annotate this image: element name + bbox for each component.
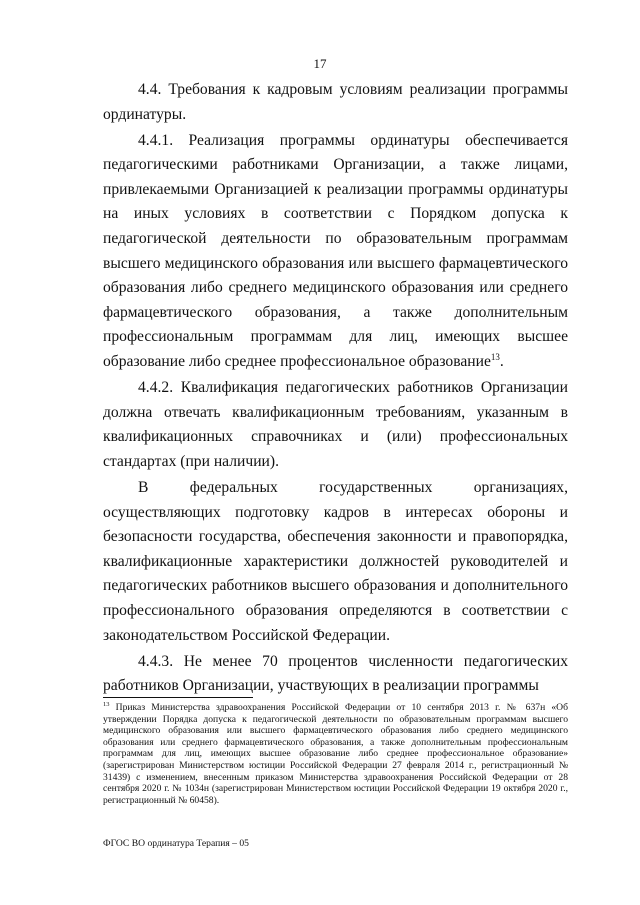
document-footer: ФГОС ВО ординатура Терапия – 05 [103, 838, 249, 849]
paragraph-4-4-2: 4.4.2. Квалификация педагогических работников Организации должна отвечать квалификационным требованиям, указанным в квалификационных справочниках и (или) профессиональных стандартах (при наличии). [103, 379, 568, 470]
footnote-reference[interactable]: 13 [490, 351, 500, 362]
paragraph-4-4-1 [103, 129, 568, 375]
section-heading-4-4: 4.4. Требования к кадровым условиям реализации программы ординатуры. [103, 81, 568, 123]
paragraph-4-4-3: 4.4.3. Не менее 70 процентов численности педагогических работников Организации, участвующих в реализации программы [103, 652, 568, 695]
paragraph-4-4-1-text: 4.4.1. Реализация программы ординатуры обеспечивается педагогическими работниками Организации, а также лицами, привлекаемыми Организацией к реализации программы ординатуры на иных условиях в соответствии с Порядком допуска к педагогической деятельности по образовательным программам высшего медицинского образования или высшего фармацевтического образования либо среднего медицинского образования или среднего фармацевтического образования, а также дополнительным профессиональным программам для лиц, имеющих высшее образование либо среднее профессиональное образование [103, 131, 568, 371]
paragraph-4-4-1-end: . [499, 353, 504, 371]
footnote-number: 13 [103, 700, 110, 708]
paragraph-federal-organizations: В федеральных государственных организациях, осуществляющих подготовку кадров в интересах обороны и безопасности государства, обеспечения законности и правопорядка, квалификационные характеристики должностей руководителей и педагогических работников высшего образования и дополнительного профессионального образования определяются в соответствии с законодательством Российской Федерации. [103, 479, 568, 644]
footnote-text: Приказ Министерства здравоохранения Российской Федерации от 10 сентября 2013 г. № 637н «Об утверждении Порядка допуска к педагогической деятельности по образовательным программам высшего медицинского образования или высшего фармацевтического образования либо среднего медицинского образования или среднего фармацевтического образования, а также дополнительным профессиональным программам для лиц, имеющих высшее образование либо среднее профессиональное образование» (зарегистрирован Министерством юстиции Российской Федерации 27 февраля 2014 г., регистрационный № 31439) с изменением, внесенным приказом Министерства здравоохранения Российской Федерации от 28 сентября 2020 г. № 1034н (зарегистрирован Министерством юстиции Российской Федерации 19 октября 2020 г., регистрационный № 60458). [103, 702, 568, 806]
footnote [103, 702, 568, 806]
footnote-divider [103, 697, 253, 698]
page-number: 17 [313, 56, 327, 71]
body-text [103, 78, 568, 699]
